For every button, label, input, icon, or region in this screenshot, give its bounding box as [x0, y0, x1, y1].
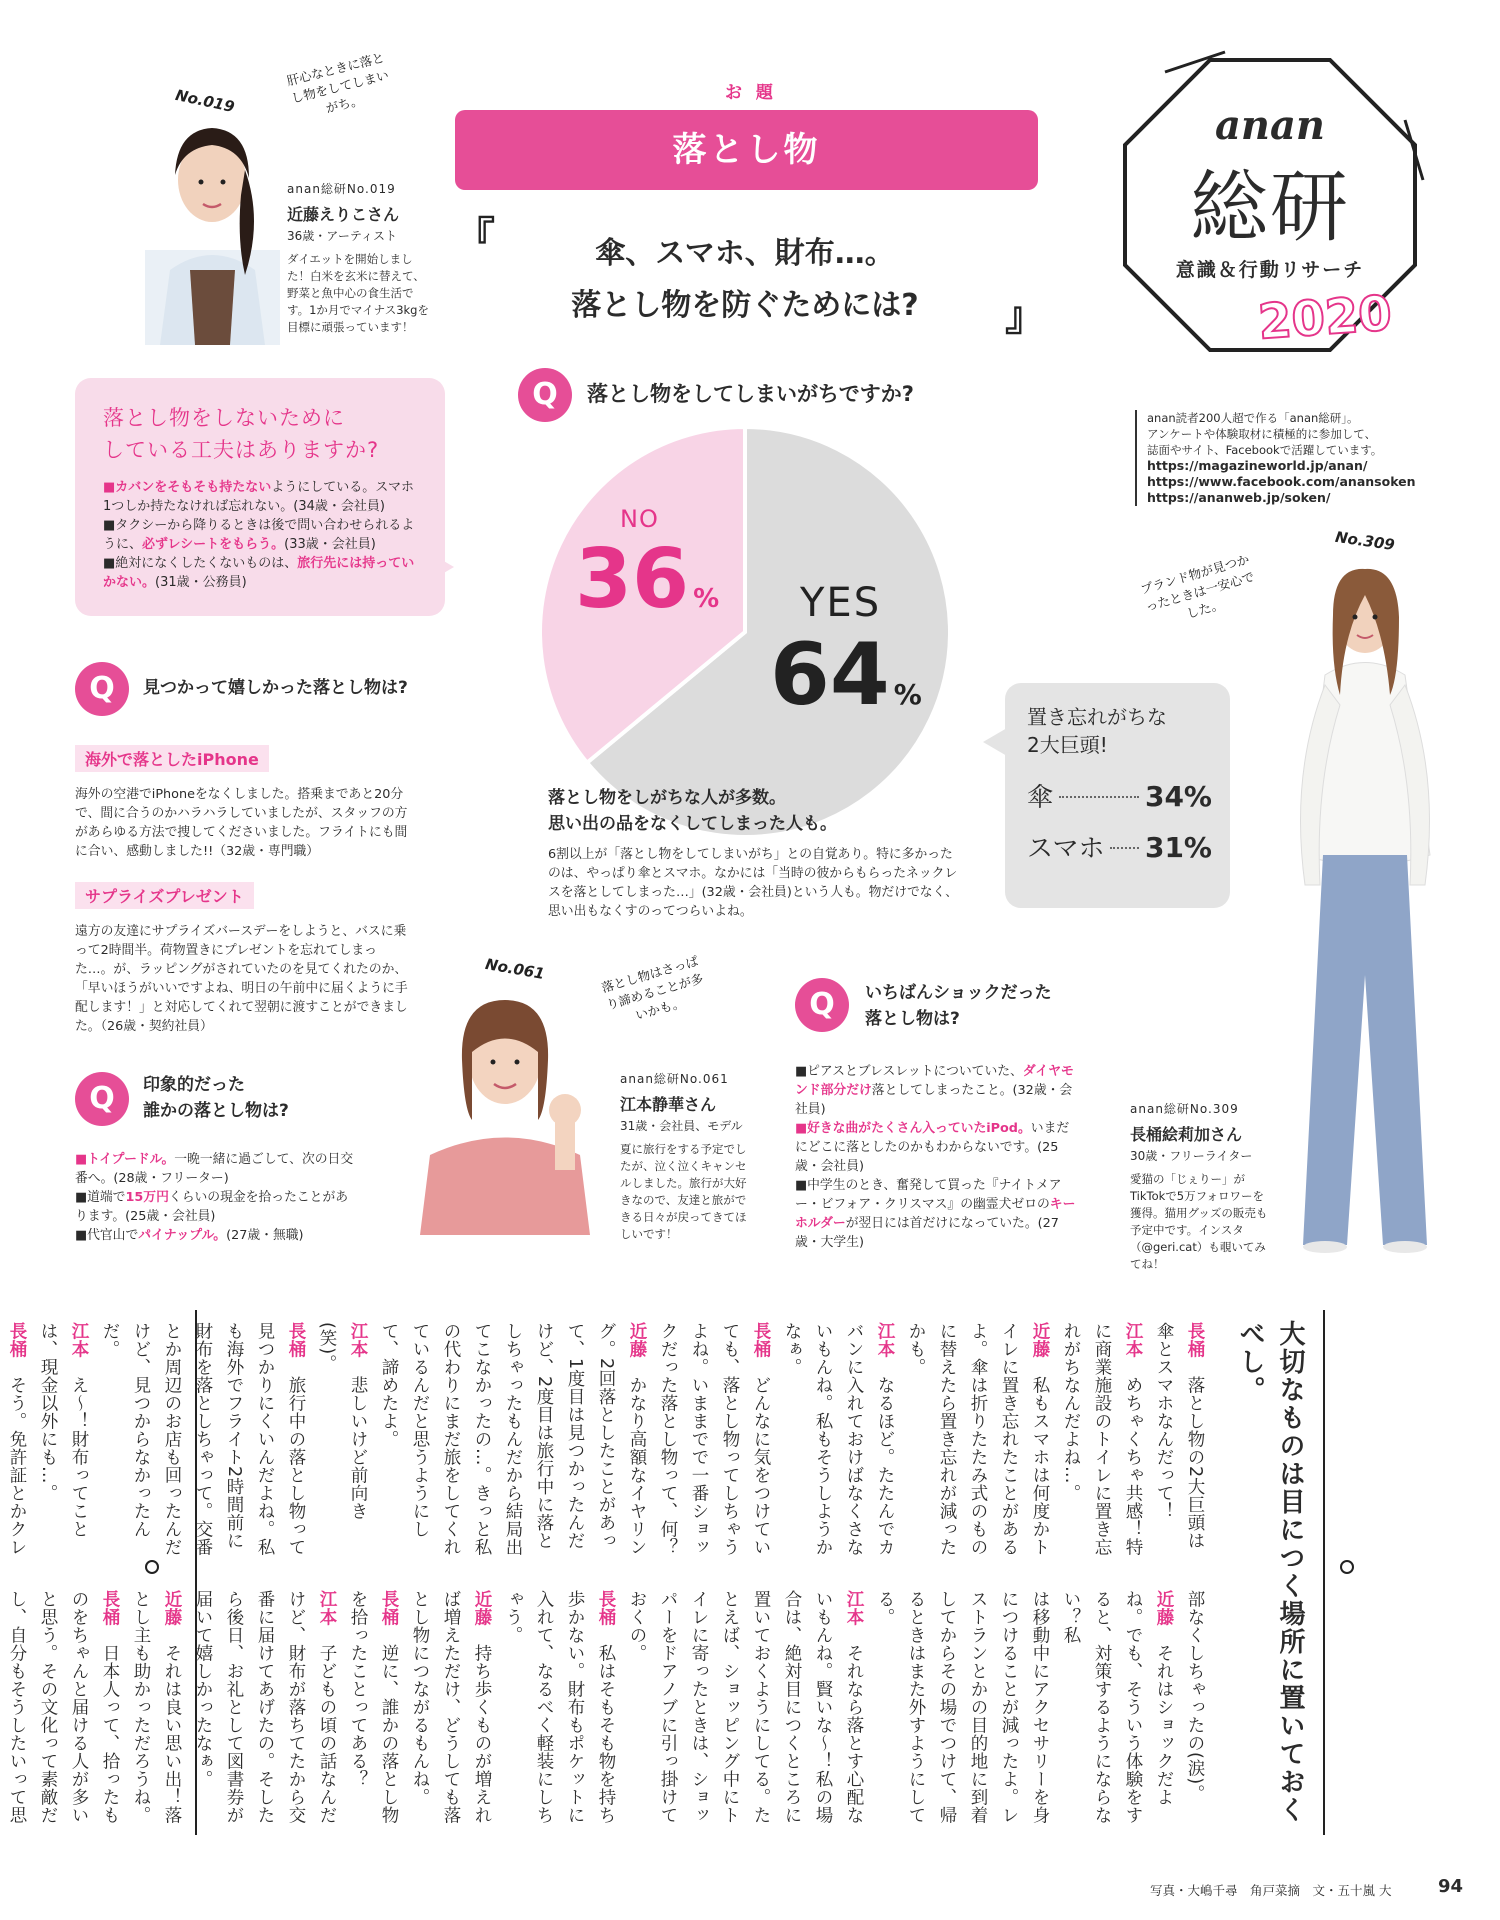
footer-credits: 写真・大嶋千尋 角戸菜摘 文・五十嵐 大	[1150, 1883, 1392, 1898]
speaker-text: かなり高額なイヤリング。2回落としたことがあって、1度目は見つかったんだけど、2度目は旅行中に落としちゃったもんだから結局出てこなかったの…。きっと私の代わりにまだ旅をしてくれているんだと思うようにして、諦めたよ。	[379, 1322, 647, 1556]
tips-bubble	[75, 378, 445, 616]
headline-line1: 傘、スマホ、財布…。	[595, 236, 895, 271]
member-061-tag: No.061	[483, 954, 546, 984]
page-number: 94	[1438, 1876, 1464, 1897]
member-309-tag: No.309	[1334, 527, 1396, 555]
shock-item-1-highlight: ダイヤモンド部分だけ	[795, 1064, 1074, 1098]
pie-yes-value	[770, 625, 922, 740]
speaker-text: 私もスマホは何度かトイレに置き忘れたことがあるよ。傘は折りたたみ式のものに替えたら置き忘れが減ったかも。	[906, 1322, 1050, 1556]
bracket-open: 『	[455, 214, 495, 260]
about-line1: anan読者200人超で作る「anan総研」。	[1147, 411, 1359, 425]
speaker-name: 長桶	[7, 1322, 27, 1376]
tips-bubble-tail	[430, 553, 454, 581]
about-url-magazineworld[interactable]: https://magazineworld.jp/anan/	[1147, 458, 1368, 473]
speaker-text: それはショックだよね。でも、そういう体験をすると、対策するようにならない？私	[1061, 1590, 1174, 1824]
shock-item-1	[795, 1062, 1080, 1119]
member-019-detail: 36歳・アーティスト	[287, 229, 397, 243]
speaker-name: 江本	[1123, 1322, 1143, 1376]
logo-year: 2020	[1256, 285, 1394, 351]
member-019-profile	[287, 180, 432, 336]
about-line2: アンケートや体験取材に積極的に参加して、	[1147, 427, 1377, 441]
speaker-text: 悲しいけど前向き(笑)。	[317, 1322, 368, 1520]
tips-item-1-highlight: ■カバンをそもそも持たない	[103, 480, 272, 495]
tips-title-line2: している工夫はありますか?	[103, 438, 380, 462]
speaker-text: 逆に、誰かの落とし物を拾ったことってある？	[348, 1590, 399, 1824]
dialogue-bottom-line-8	[125, 1590, 187, 1835]
speaker-text: 旅行中の落とし物って見つかりにくいんだよね。私も海外でフライト2時間前に財布を落としちゃって。交番とか周辺のお店も回ったんだけど、見つからなかったんだ。	[100, 1322, 306, 1556]
logo-brand: anan	[1215, 102, 1325, 149]
speaker-name: 長桶	[286, 1322, 306, 1376]
dialogue-top-line-9	[0, 1322, 32, 1567]
impressive-item-3-pre: ■代官山で	[75, 1228, 139, 1243]
speaker-text: それは良い思い出！落とし主も助かっただろうね。	[131, 1590, 182, 1824]
tips-item-3-post: (31歳・公務員)	[155, 575, 247, 590]
logo-title: 総研	[1189, 163, 1350, 253]
forgotten-row-umbrella	[1027, 777, 1212, 814]
forgotten-row-1-dots	[1059, 796, 1139, 798]
speaker-name: 近藤	[1154, 1590, 1174, 1644]
shock-item-1-post: 落としてしまったこと。(32歳・会社員)	[795, 1083, 1073, 1117]
member-309-bio: 愛猫の「じぇりー」がTikTokで5万フォロワーを獲得。猫用グッズの販売も予定中です。インスタ（@geri.cat）も覗いてみてね！	[1130, 1172, 1268, 1271]
bracket-close: 』	[1005, 294, 1045, 340]
dialogue-bottom-line-5	[404, 1590, 497, 1835]
impressive-question	[143, 1072, 289, 1124]
speaker-text: なるほど。たたんでカバンに入れておけばなくさないもんね。私もそうしようかなぁ。	[782, 1322, 895, 1556]
tips-item-1-text: ようにしている。スマホ1つしか持たなければ忘れない。(34歳・会社員)	[103, 480, 415, 514]
dialogue-top-line-0	[1148, 1322, 1210, 1567]
tips-item-2-pre: ■タクシーから降りるときは後で問い合わせられるように、	[103, 518, 415, 552]
dialogue-title: 大切なものは目につく場所に置いておくべし。	[1235, 1320, 1305, 1824]
forgotten-row-1-value: 34%	[1144, 780, 1212, 813]
shock-item-2-highlight: ■好きな曲がたくさん入っていたiPod。	[795, 1121, 1031, 1136]
dialogue-bottom-line-0	[1179, 1590, 1210, 1835]
logo-subtitle: 意識＆行動リサーチ	[1175, 259, 1365, 281]
dialogue-top-line-2	[900, 1322, 1055, 1567]
speaker-text: え～！財布ってことは、現金以外にも…。	[38, 1322, 89, 1538]
speaker-name: 近藤	[1030, 1322, 1050, 1376]
tips-title-line1: 落とし物をしないために	[103, 406, 345, 430]
shock-item-2	[795, 1119, 1080, 1176]
pie-no-number: 36	[575, 532, 690, 627]
found-story-2-text: 遠方の友達にサプライズバースデーをしようと、バスに乗って2時間半。荷物置きにプレゼントを忘れてしまった…。が、ラッピングがされていたのを見てくれたのか、「早いほうがいいですよね、明日の午前中に届くように手配します！」と対応してくれて翌朝に渡すことができました。（26歳・契約社員）	[75, 924, 408, 1034]
speaker-name: 長桶	[379, 1590, 399, 1644]
dialogue-top-line-6	[311, 1322, 373, 1567]
speaker-name: 長桶	[100, 1590, 120, 1644]
impressive-item-2-pre: ■道端で	[75, 1190, 126, 1205]
tips-item-2	[103, 516, 419, 554]
forgotten-title-line2: 2大巨頭!	[1027, 733, 1108, 757]
member-309-detail: 30歳・フリーライター	[1130, 1149, 1253, 1163]
survey-q-badge: Q	[518, 368, 572, 422]
tips-item-1	[103, 478, 419, 516]
forgotten-bubble	[1005, 683, 1230, 908]
tips-item-3	[103, 554, 419, 592]
survey-caption-line2: 思い出の品をなくしてしまった人も。	[548, 814, 837, 834]
forgotten-title-line1: 置き忘れがちな	[1027, 705, 1167, 729]
tips-item-3-highlight: 旅行先には持っていかない。	[103, 556, 415, 590]
speaker-name: 近藤	[472, 1590, 492, 1644]
member-061-profile	[620, 1070, 755, 1243]
found-story-1-text: 海外の空港でiPhoneをなくしました。搭乗まであと20分で、間に合うのかハラハラしていましたが、スタッフの方があらゆる方法で捜してくださいました。フライトにも間に合い、感動しました!!（32歳・専門職）	[75, 787, 408, 859]
impressive-item-1	[75, 1150, 360, 1188]
shock-question-line2: 落とし物は?	[865, 1009, 960, 1029]
speaker-text: 持ち歩くものが増えれば増えただけ、どうしても落とし物につながるもんね。	[410, 1590, 492, 1824]
found-question: 見つかって嬉しかった落とし物は?	[143, 678, 408, 698]
topic-banner: 落とし物	[455, 110, 1038, 190]
about-url-facebook[interactable]: https://www.facebook.com/anansoken	[1147, 474, 1416, 489]
forgotten-row-2-label: スマホ	[1027, 834, 1105, 864]
speaker-text: それなら落とす心配ないもんね。賢いな～！私の場合は、絶対目につくところに置いておくようにしてる。たとえば、ショッピング中にトイレに寄ったときは、ショッパーをドアノブに引っ掛けておくの。	[627, 1590, 864, 1824]
found-story-2-label: サプライズプレゼント	[75, 882, 254, 909]
forgotten-row-1-label: 傘	[1027, 783, 1054, 813]
impressive-item-2-post: くらいの現金を拾ったことがあります。(25歳・会社員)	[75, 1190, 349, 1224]
member-019-name: 近藤えりこさん	[287, 205, 400, 224]
speaker-name: 江本	[348, 1322, 368, 1376]
pie-no-value	[575, 532, 720, 644]
dialogue-bottom-line-1	[1055, 1590, 1179, 1835]
speaker-text: 私はそもそも物を持ち歩かない。財布もポケットに入れて、なるべく軽装にしちゃう。	[503, 1590, 616, 1824]
member-019-note: 肝心なときに落とし物をしてしまいがち。	[285, 49, 391, 116]
member-309-name: 長桶絵莉加さん	[1130, 1125, 1243, 1144]
dialogue-bottom-line-3	[621, 1590, 869, 1835]
impressive-list	[75, 1150, 360, 1245]
dialogue-top-line-4	[652, 1322, 776, 1567]
about-url-ananweb[interactable]: https://ananweb.jp/soken/	[1147, 490, 1331, 505]
dialogue-bottom-line-2	[869, 1590, 1055, 1835]
tips-item-2-post: (33歳・会社員)	[284, 537, 376, 552]
tips-item-3-pre: ■絶対になくしたくないものは、	[103, 556, 298, 571]
dialogue-bottom-line-6	[342, 1590, 404, 1835]
dialogue-top-block	[7, 1322, 1210, 1567]
speaker-text: 部なくしちゃったの(涙)。	[1185, 1590, 1205, 1803]
speaker-name: 江本	[844, 1590, 864, 1644]
dialogue-top-line-1	[1055, 1322, 1148, 1567]
found-story-1-label: 海外で落としたiPhone	[75, 745, 269, 772]
speaker-text: 日本人って、拾ったものをちゃんと届ける人が多いと思う。その文化って素敵だし、自分もそうしたいって思	[7, 1590, 120, 1824]
dialogue-top-line-8	[32, 1322, 94, 1567]
headline-line2: 落とし物を防ぐためには?	[571, 288, 919, 323]
speaker-name: 江本	[317, 1590, 337, 1644]
survey-body: 6割以上が「落とし物をしてしまいがち」との自覚あり。特に多かったのは、やっぱり傘とスマホ。なかには「当時の彼からもらったネックレスを落としてしまった…」(32歳・会社員)という人も。物だけでなく、思い出もなくすのってつらいよね。	[548, 847, 958, 919]
speaker-name: 江本	[69, 1322, 89, 1376]
about-block	[1135, 410, 1455, 506]
speaker-name: 長桶	[1185, 1322, 1205, 1376]
impressive-item-1-highlight: ■トイプードル。	[75, 1152, 175, 1167]
dialogue-bottom-line-9	[0, 1590, 125, 1835]
speaker-text: めちゃくちゃ共感！特に商業施設のトイレに置き忘れがちなんだよね…。	[1061, 1322, 1143, 1556]
speaker-text: は移動中にアクセサリーを身につけることが減ったよ。レストランとかの目的地に到着してからその場でつけて、帰るときはまた外すようにしてる。	[875, 1590, 1050, 1824]
tips-item-2-highlight: 必ずレシートをもらう。	[142, 537, 285, 552]
impressive-item-3-highlight: パイナップル。	[138, 1228, 227, 1243]
about-line3: 誌面やサイト、Facebookで活躍しています。	[1147, 443, 1383, 457]
impressive-q-badge: Q	[75, 1072, 129, 1126]
speaker-name: 長桶	[596, 1590, 616, 1644]
shock-list	[795, 1062, 1080, 1252]
pie-yes-number: 64	[770, 625, 890, 725]
pie-no-label: NO	[620, 505, 659, 533]
impressive-item-3	[75, 1226, 360, 1245]
speaker-name: 近藤	[162, 1590, 182, 1644]
pie-yes-label: YES	[800, 580, 882, 626]
survey-question: 落とし物をしてしまいがちですか?	[587, 382, 914, 406]
found-q-badge: Q	[75, 662, 129, 716]
headline	[485, 228, 1005, 332]
dialogue-top-line-3	[776, 1322, 900, 1567]
impressive-question-line1: 印象的だった	[143, 1075, 245, 1095]
member-019-photo	[145, 100, 280, 345]
speaker-text: 子どもの頃の話なんだけど、財布が落ちてたから交番に届けてあげたの。そしたら後日、お礼として図書券が届いて嬉しかったなぁ。	[193, 1590, 337, 1824]
forgotten-row-2-dots	[1110, 847, 1138, 849]
pie-yes-unit: %	[893, 678, 922, 711]
forgotten-row-2-value: 31%	[1144, 831, 1212, 864]
forgotten-bubble-tail	[983, 728, 1007, 756]
member-061-note: 落とし物はさっぱり諦めることが多いかも。	[599, 953, 705, 1023]
dialogue-top-line-7	[94, 1322, 311, 1567]
pie-no-unit: %	[693, 584, 720, 614]
impressive-item-2-highlight: 15万円	[125, 1190, 169, 1205]
speaker-text: 落とし物の2大巨頭は傘とスマホなんだって！	[1154, 1322, 1205, 1550]
forgotten-row-phone	[1027, 828, 1212, 865]
member-019-tag: No.019	[173, 85, 237, 117]
impressive-item-2	[75, 1188, 360, 1226]
speaker-name: 長桶	[751, 1322, 771, 1376]
speaker-name: 近藤	[627, 1322, 647, 1376]
shock-q-badge: Q	[795, 978, 849, 1032]
shock-question-line1: いちばんショックだった	[865, 983, 1052, 1003]
member-061-bio: 夏に旅行をする予定でしたが、泣く泣くキャンセルしました。旅行が大好きなので、友達と旅ができる日々が戻ってきてほしいです！	[620, 1142, 747, 1241]
member-019-bio: ダイエットを開始しました！白米を玄米に替えて、野菜と魚中心の食生活です。1か月でマイナス3kgを目標に頑張っています！	[287, 252, 429, 334]
shock-item-3-post: が翌日には首だけになっていた。(27歳・大学生)	[795, 1216, 1059, 1250]
survey-caption	[548, 785, 837, 837]
member-061-photo	[410, 980, 600, 1235]
member-309-note: ブランド物が見つかったときは一安心でした。	[1138, 551, 1257, 622]
member-309-profile	[1130, 1100, 1270, 1273]
dialogue-bottom-block	[7, 1590, 1210, 1835]
survey-caption-line1: 落とし物をしがちな人が多数。	[548, 788, 786, 808]
dialogue-top-line-5	[373, 1322, 652, 1567]
shock-item-1-pre: ■ピアスとブレスレットについていた、	[795, 1064, 1023, 1079]
dialogue-bottom-line-7	[187, 1590, 342, 1835]
shock-item-3-pre: ■中学生のとき、奮発して買った『ナイトメアー・ビフォア・クリスマス』の幽霊犬ゼロの	[795, 1178, 1062, 1212]
shock-item-2-post: いまだにどこに落としたのかもわからないです。(25歳・会社員)	[795, 1121, 1070, 1174]
member-061-detail: 31歳・会社員、モデル	[620, 1119, 743, 1133]
shock-item-3	[795, 1176, 1080, 1252]
anan-soken-logo	[1105, 40, 1435, 370]
member-309-id: anan総研No.309	[1130, 1102, 1239, 1116]
speaker-text: どんなに気をつけていても、落とし物ってしちゃうよね。いままでで一番ショックだった落とし物って、何？	[658, 1322, 771, 1556]
member-019-id: anan総研No.019	[287, 182, 396, 196]
shock-question	[865, 980, 1052, 1032]
member-309-photo	[1265, 555, 1465, 1255]
impressive-item-3-post: (27歳・無職)	[226, 1228, 304, 1243]
member-061-id: anan総研No.061	[620, 1072, 729, 1086]
dialogue-bottom-line-4	[497, 1590, 621, 1835]
impressive-item-1-text: 一晩一緒に過ごして、次の日交番へ。(28歳・フリーター)	[75, 1152, 354, 1186]
shock-item-3-highlight: キーホルダー	[795, 1197, 1076, 1231]
odai-label: お 題	[725, 83, 777, 103]
speaker-text: そう。免許証とかクレ	[7, 1376, 27, 1556]
frame-knot-right-icon	[1340, 1560, 1354, 1574]
member-061-name: 江本静華さん	[620, 1095, 717, 1114]
speaker-name: 江本	[875, 1322, 895, 1376]
impressive-question-line2: 誰かの落とし物は?	[143, 1101, 289, 1121]
